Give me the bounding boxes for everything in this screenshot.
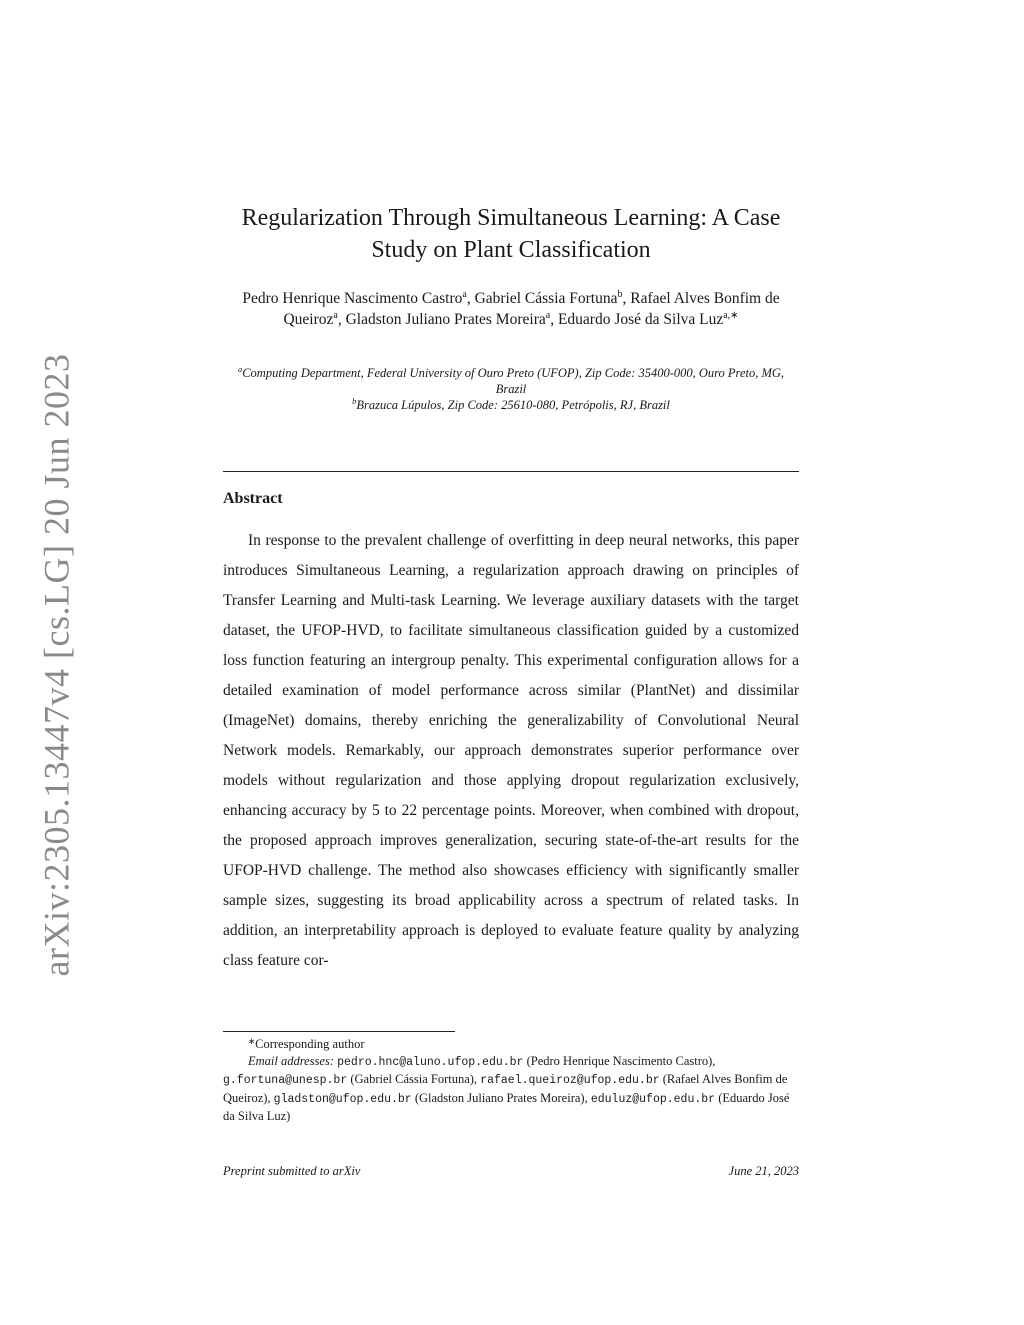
page-footer bbox=[223, 1163, 799, 1179]
corresponding-author-note: ∗Corresponding author bbox=[248, 1036, 365, 1051]
email-link[interactable]: eduluz@ufop.edu.br bbox=[590, 1092, 716, 1106]
abstract-heading: Abstract bbox=[223, 490, 283, 507]
footer-preprint-note: Preprint submitted to arXiv bbox=[223, 1164, 361, 1178]
arxiv-identifier-stamp bbox=[36, 353, 76, 977]
email-link[interactable]: pedro.hnc@aluno.ufop.edu.br bbox=[337, 1055, 524, 1069]
email-link[interactable]: rafael.queiroz@ufop.edu.br bbox=[480, 1074, 660, 1087]
abstract-top-rule bbox=[223, 471, 799, 472]
footnote-rule bbox=[223, 1031, 455, 1032]
affiliation: $^b$Brazuca Lúpulos, Zip Code: 25610-080, Petrópolis, RJ, Brazil bbox=[352, 396, 670, 412]
email-owner: (Gladston Juliano Prates Moreira), bbox=[414, 1090, 588, 1105]
abstract-body: In response to the prevalent challenge of overfitting in deep neural networks, this paper introduces Simultaneous Learning, a regularization approach drawing on principles of Transfer Learning and Multi-task Learning. We leverage auxiliary datasets with the target dataset, the UFOP-HVD, to facilitate simultaneous classification guided by a customized loss function featuring an intergroup penalty. This experimental configuration allows for a detailed examination of model performance across similar (PlantNet) and dissimilar (ImageNet) domains, thereby enriching the generalizability of Convolutional Neural Network models. Remarkably, our approach demonstrates superior performance over models without regularization and those applying dropout regularization exclusively, enhancing accuracy by 5 to 22 percentage points. Moreover, when combined with dropout, the proposed approach improves generalization, securing state-of-the-art results for the UFOP-HVD challenge. The method also showcases efficiency with significantly smaller sample sizes, suggesting its broad applicability across a spectrum of related tasks. In addition, an interpretability approach is deployed to evaluate feature quality by analyzing class feature cor- bbox=[223, 532, 799, 969]
arxiv-identifier-text: arXiv:2305.13447v4 [cs.LG] 20 Jun 2023 bbox=[36, 353, 76, 977]
email-owner: (Gabriel Cássia Fortuna), bbox=[350, 1072, 478, 1086]
email-owner: (Rafael Alves Bonfim de Queiroz), bbox=[223, 1072, 788, 1105]
email-link[interactable]: gladston@ufop.edu.br bbox=[273, 1092, 412, 1106]
affiliation-list bbox=[223, 365, 799, 413]
paper-title: Regularization Through Simultaneous Learning: A Case Study on Plant Classification bbox=[241, 205, 781, 263]
footer-date: June 21, 2023 bbox=[728, 1164, 799, 1178]
author: Pedro Henrique Nascimento Castro$^a$, bbox=[242, 289, 475, 307]
author-list bbox=[223, 288, 799, 330]
email-owner: (Eduardo José da Silva Luz) bbox=[223, 1090, 790, 1123]
author: Gabriel Cássia Fortuna$^b$, bbox=[474, 289, 631, 307]
author: Eduardo José da Silva Luz$^{a,∗}$ bbox=[557, 310, 739, 328]
affiliation: $^a$Computing Department, Federal University of Ouro Preto (UFOP), Zip Code: 35400-000, Ouro Preto, MG, Brazil bbox=[237, 364, 785, 396]
footnotes bbox=[223, 1036, 799, 1125]
author: Rafael Alves Bonfim de Queiroz$^a$, bbox=[283, 290, 780, 328]
email-link[interactable]: g.fortuna@unesp.br bbox=[223, 1074, 348, 1087]
email-label: Email addresses: bbox=[248, 1053, 334, 1068]
email-owner: (Pedro Henrique Nascimento Castro), bbox=[526, 1053, 716, 1068]
email-addresses bbox=[223, 1053, 799, 1125]
author: Gladston Juliano Prates Moreira$^a$, bbox=[345, 310, 558, 328]
